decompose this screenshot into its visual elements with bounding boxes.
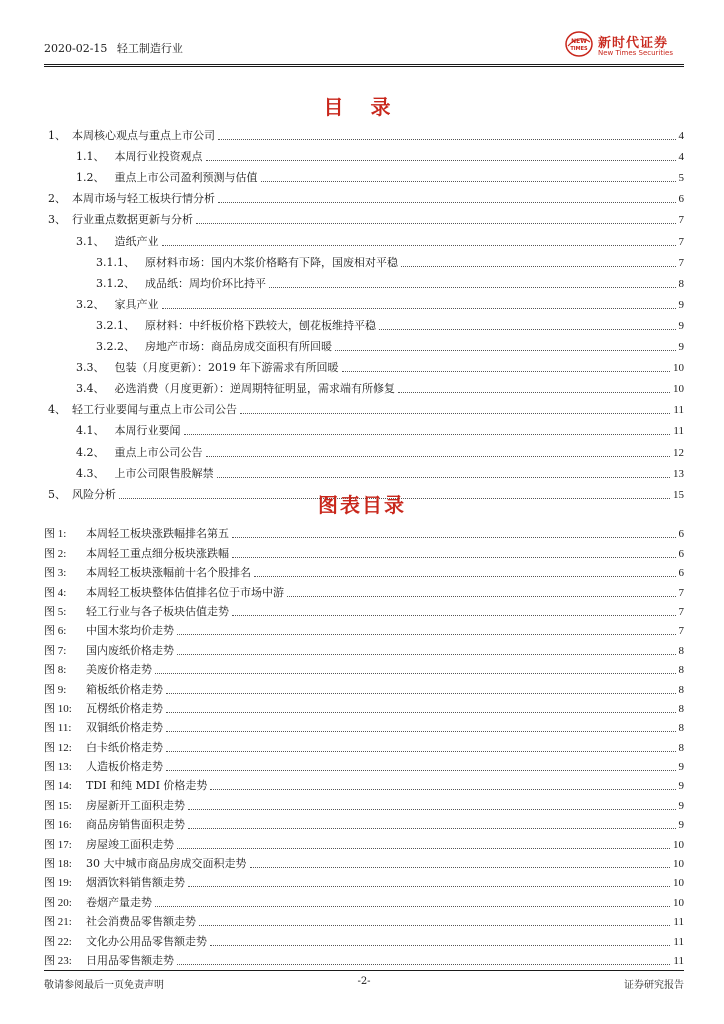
toc-entry-page: 8	[678, 277, 684, 290]
figure-entry-label: 瓦楞纸价格走势	[86, 701, 163, 715]
figure-entry-label: 社会消费品零售额走势	[86, 915, 196, 929]
toc-entry[interactable]	[44, 270, 684, 291]
toc-entry-page: 10	[673, 362, 684, 375]
toc-entry-page: 7	[678, 256, 684, 269]
figure-entry-number: 图 1:	[44, 528, 67, 541]
toc-entry-number: 3.4、	[76, 382, 105, 396]
figure-entry-page: 11	[673, 935, 684, 948]
figure-entry-number: 图 20:	[44, 896, 72, 909]
toc-entry-label: 行业重点数据更新与分析	[72, 213, 193, 227]
toc-entry-label: 原材料市场：国内木浆价格略有下降，国废相对平稳	[145, 255, 398, 269]
footer-divider	[44, 970, 684, 971]
leader-dots	[166, 731, 676, 732]
leader-dots	[218, 202, 676, 203]
leader-dots	[240, 413, 670, 414]
leader-dots	[155, 673, 676, 674]
figure-entry[interactable]	[44, 852, 684, 871]
toc-entry-label: 重点上市公司公告	[114, 445, 203, 459]
toc-entry-page: 10	[673, 383, 684, 396]
figure-entry-label: 商品房销售面积走势	[86, 818, 185, 832]
leader-dots	[166, 693, 676, 694]
leader-dots	[188, 809, 676, 810]
leader-dots	[177, 654, 676, 655]
toc-entry-number: 1.1、	[76, 150, 105, 164]
toc-entry-page: 13	[673, 467, 684, 480]
figure-entry-page: 7	[678, 625, 684, 638]
leader-dots	[261, 181, 676, 182]
toc-entry[interactable]	[44, 164, 684, 185]
leader-dots	[177, 964, 670, 965]
leader-dots	[206, 160, 676, 161]
toc-entry[interactable]	[44, 312, 684, 333]
leader-dots	[232, 557, 676, 558]
toc-entry-number: 1.2、	[76, 171, 105, 185]
figure-entry-page: 6	[678, 567, 684, 580]
figure-entry-label: 人造板价格走势	[86, 760, 163, 774]
figure-entry-label: 国内废纸价格走势	[86, 643, 174, 657]
leader-dots	[188, 886, 670, 887]
toc-entry-number: 4.2、	[76, 445, 105, 459]
toc-entry-page: 6	[678, 193, 684, 206]
leader-dots	[342, 371, 671, 372]
figure-entry-label: 烟酒饮料销售额走势	[86, 876, 185, 890]
toc-entry-number: 3.1.1、	[96, 255, 135, 269]
figure-entry-page: 11	[673, 954, 684, 967]
logo-english-name: New Times Securities	[598, 49, 673, 57]
figure-entry-label: 本周轻工板块涨幅前十名个股排名	[86, 566, 251, 580]
leader-dots	[379, 329, 676, 330]
figure-entry-number: 图 14:	[44, 780, 72, 793]
toc-list	[44, 122, 684, 502]
figure-entry-label: 双铜纸价格走势	[86, 721, 163, 735]
toc-entry-number: 4.3、	[76, 466, 105, 480]
toc-entry-label: 重点上市公司盈利预测与估值	[114, 171, 258, 185]
figure-entry-page: 9	[678, 761, 684, 774]
figure-entry-number: 图 12:	[44, 741, 72, 754]
toc-entry-number: 3.2.2、	[96, 340, 135, 354]
figure-entry-page: 8	[678, 722, 684, 735]
figure-entry[interactable]	[44, 774, 684, 793]
toc-entry[interactable]	[44, 460, 684, 481]
svg-text:NEW: NEW	[571, 38, 587, 45]
toc-entry[interactable]: 2、 本周市场与轻工板块行情分析 6	[48, 192, 684, 206]
figure-entry-page: 9	[678, 819, 684, 832]
leader-dots	[162, 308, 676, 309]
figure-entry-label: TDI 和纯 MDI 价格走势	[86, 779, 208, 793]
figure-entry-page: 8	[678, 644, 684, 657]
footer-page-number: -2-	[357, 976, 371, 987]
figure-entry[interactable]	[44, 619, 684, 638]
figure-entry-label: 文化办公用品零售额走势	[86, 934, 207, 948]
industry-name: 轻工制造行业	[116, 42, 183, 55]
toc-entry[interactable]	[44, 227, 684, 248]
toc-entry-label: 包装（月度更新）：2019 年下游需求有所回暖	[114, 361, 339, 375]
toc-entry[interactable]: 3、 行业重点数据更新与分析 7	[48, 213, 684, 227]
figure-entry-number: 图 3:	[44, 567, 67, 580]
figure-entry-number: 图 9:	[44, 683, 67, 696]
report-date: 2020-02-15	[44, 42, 108, 55]
leader-dots	[217, 477, 671, 478]
figure-entry-label: 房屋新开工面积走势	[86, 798, 185, 812]
toc-entry-number: 3.1.2、	[96, 276, 135, 290]
toc-entry-page: 4	[678, 130, 684, 143]
logo-badge-icon	[564, 30, 594, 58]
leader-dots	[155, 906, 670, 907]
figure-entry-label: 中国木浆均价走势	[86, 624, 174, 638]
figure-entry-label: 箱板纸价格走势	[86, 682, 163, 696]
toc-entry-page: 5	[678, 172, 684, 185]
figure-entry-number: 图 13:	[44, 761, 72, 774]
leader-dots	[206, 456, 671, 457]
figures-list	[44, 522, 684, 968]
figure-entry-label: 本周轻工板块涨跌幅排名第五	[86, 527, 229, 541]
leader-dots	[335, 350, 676, 351]
toc-entry-number: 3.1、	[76, 234, 105, 248]
figure-entry-label: 美废价格走势	[86, 663, 152, 677]
figure-entry[interactable]	[44, 697, 684, 716]
figure-entry-number: 图 5:	[44, 605, 67, 618]
toc-entry-page: 7	[678, 235, 684, 248]
figure-entry-page: 8	[678, 683, 684, 696]
figure-entry-label: 本周轻工重点细分板块涨跌幅	[86, 546, 229, 560]
toc-entry[interactable]	[44, 333, 684, 354]
toc-entry[interactable]	[44, 375, 684, 396]
toc-entry-label: 必选消费（月度更新）：逆周期特征明显，需求端有所修复	[114, 382, 395, 396]
toc-title: 目 录	[323, 95, 401, 119]
toc-entry-page: 4	[678, 151, 684, 164]
logo-chinese-name: 新时代证券	[598, 36, 669, 51]
footer-report-type: 证券研究报告	[624, 980, 684, 991]
footer-disclaimer: 敬请参阅最后一页免责声明	[44, 980, 164, 991]
toc-entry-page: 9	[678, 341, 684, 354]
toc-entry[interactable]	[44, 291, 684, 312]
figure-entry[interactable]	[44, 677, 684, 696]
figure-entry[interactable]	[44, 600, 684, 619]
figure-entry-label: 日用品零售额走势	[86, 953, 174, 967]
figure-entry[interactable]	[44, 735, 684, 754]
figure-entry-number: 图 6:	[44, 625, 67, 638]
figure-entry-label: 白卡纸价格走势	[86, 740, 163, 754]
toc-entry-number: 3.2.1、	[96, 318, 135, 332]
figure-entry-page: 7	[678, 605, 684, 618]
leader-dots	[210, 789, 675, 790]
toc-entry-label: 本周市场与轻工板块行情分析	[72, 192, 215, 206]
toc-entry-page: 12	[673, 446, 684, 459]
figure-entry-page: 8	[678, 702, 684, 715]
leader-dots	[401, 266, 676, 267]
toc-entry-label: 成品纸：周均价环比持平	[145, 276, 266, 290]
toc-entry[interactable]	[44, 417, 684, 438]
figure-entry[interactable]	[44, 541, 684, 560]
toc-entry-label: 上市公司限售股解禁	[114, 466, 214, 480]
figure-entry[interactable]	[44, 929, 684, 948]
leader-dots	[269, 287, 676, 288]
figure-entry[interactable]	[44, 658, 684, 677]
leader-dots	[199, 925, 670, 926]
toc-entry-page: 11	[673, 425, 684, 438]
leader-dots	[166, 712, 676, 713]
toc-entry-page: 9	[678, 319, 684, 332]
leader-dots	[232, 615, 676, 616]
figure-entry-number: 图 7:	[44, 644, 67, 657]
leader-dots	[177, 848, 670, 849]
toc-entry-number: 4.1、	[76, 424, 105, 438]
svg-text:TIMES: TIMES	[570, 46, 588, 52]
figure-entry[interactable]	[44, 949, 684, 968]
toc-entry[interactable]	[44, 249, 684, 270]
figure-entry[interactable]	[44, 871, 684, 890]
figure-entry-label: 房屋竣工面积走势	[86, 837, 174, 851]
leader-dots	[184, 434, 671, 435]
figure-entry[interactable]	[44, 522, 684, 541]
toc-entry[interactable]	[44, 438, 684, 459]
toc-entry[interactable]: 5、 风险分析 15	[48, 487, 684, 501]
figure-entry[interactable]	[44, 890, 684, 909]
figure-entry-number: 图 11:	[44, 722, 72, 735]
figure-entry-number: 图 8:	[44, 664, 67, 677]
figure-entry[interactable]	[44, 755, 684, 774]
figure-entry[interactable]	[44, 580, 684, 599]
figure-entry-number: 图 23:	[44, 954, 72, 967]
toc-entry-page: 15	[673, 488, 684, 501]
figure-entry-number: 图 17:	[44, 838, 72, 851]
figure-entry[interactable]	[44, 832, 684, 851]
figure-entry-number: 图 4:	[44, 586, 67, 599]
figure-entry-number: 图 21:	[44, 916, 72, 929]
figure-entry[interactable]	[44, 561, 684, 580]
toc-entry-label: 本周行业要闻	[114, 424, 181, 438]
header-meta	[44, 40, 183, 56]
figure-entry-page: 8	[678, 741, 684, 754]
leader-dots	[398, 392, 670, 393]
leader-dots	[218, 139, 676, 140]
figure-entry[interactable]	[44, 793, 684, 812]
figure-entry-label: 本周轻工板块整体估值排名位于市场中游	[86, 585, 284, 599]
figure-entry-page: 10	[673, 858, 684, 871]
leader-dots	[254, 576, 676, 577]
figure-entry[interactable]	[44, 813, 684, 832]
figure-entry-number: 图 10:	[44, 702, 72, 715]
figure-entry-page: 9	[678, 780, 684, 793]
figure-entry-page: 6	[678, 547, 684, 560]
toc-entry-label: 轻工行业要闻与重点上市公司公告	[72, 403, 237, 417]
toc-entry-label: 原材料：中纤板价格下跌较大，刨花板维持平稳	[145, 318, 376, 332]
leader-dots	[196, 223, 676, 224]
figure-entry[interactable]	[44, 638, 684, 657]
toc-entry-number: 3.3、	[76, 361, 105, 375]
toc-entry[interactable]	[44, 354, 684, 375]
toc-entry-label: 本周行业投资观点	[114, 150, 203, 164]
figure-entry-label: 轻工行业与各子板块估值走势	[86, 604, 229, 618]
figure-entry-number: 图 18:	[44, 858, 72, 871]
leader-dots	[177, 634, 676, 635]
toc-entry-label: 房地产市场：商品房成交面积有所回暖	[145, 340, 332, 354]
figure-entry-page: 11	[673, 916, 684, 929]
leader-dots	[232, 537, 676, 538]
leader-dots	[250, 867, 671, 868]
leader-dots	[166, 770, 676, 771]
figure-entry[interactable]	[44, 910, 684, 929]
company-logo	[564, 30, 684, 62]
figure-entry-page: 10	[673, 877, 684, 890]
toc-entry-page: 7	[678, 214, 684, 227]
figure-entry-number: 图 2:	[44, 547, 67, 560]
figure-entry-label: 卷烟产量走势	[86, 895, 152, 909]
leader-dots	[162, 245, 676, 246]
figure-entry-number: 图 15:	[44, 799, 72, 812]
header-divider-secondary	[44, 66, 684, 67]
figure-entry-page: 10	[673, 838, 684, 851]
figure-entry-number: 图 19:	[44, 877, 72, 890]
page-header	[44, 28, 684, 64]
figure-entry[interactable]	[44, 716, 684, 735]
header-divider	[44, 64, 684, 65]
figure-entry-label: 30 大中城市商品房成交面积走势	[86, 857, 247, 871]
leader-dots	[188, 828, 676, 829]
toc-entry[interactable]	[44, 143, 684, 164]
toc-entry-number: 3.2、	[76, 297, 105, 311]
leader-dots	[210, 945, 670, 946]
figure-entry-number: 图 16:	[44, 819, 72, 832]
figures-title: 图表目录	[318, 493, 406, 517]
toc-entry-label: 造纸产业	[114, 234, 159, 248]
figure-entry-number: 图 22:	[44, 935, 72, 948]
leader-dots	[166, 751, 676, 752]
figure-entry-page: 9	[678, 799, 684, 812]
figure-entry-page: 8	[678, 664, 684, 677]
toc-entry-page: 9	[678, 298, 684, 311]
leader-dots	[287, 596, 676, 597]
figure-entry-page: 10	[673, 896, 684, 909]
figure-entry-page: 6	[678, 528, 684, 541]
toc-entry-page: 11	[673, 404, 684, 417]
toc-entry-label: 本周核心观点与重点上市公司	[72, 129, 215, 143]
toc-entry[interactable]: 4、 轻工行业要闻与重点上市公司公告 11	[48, 403, 684, 417]
figure-entry-page: 7	[678, 586, 684, 599]
toc-entry-label: 家具产业	[114, 297, 159, 311]
toc-entry[interactable]: 1、 本周核心观点与重点上市公司 4	[48, 129, 684, 143]
toc-entry-label: 风险分析	[72, 487, 116, 501]
